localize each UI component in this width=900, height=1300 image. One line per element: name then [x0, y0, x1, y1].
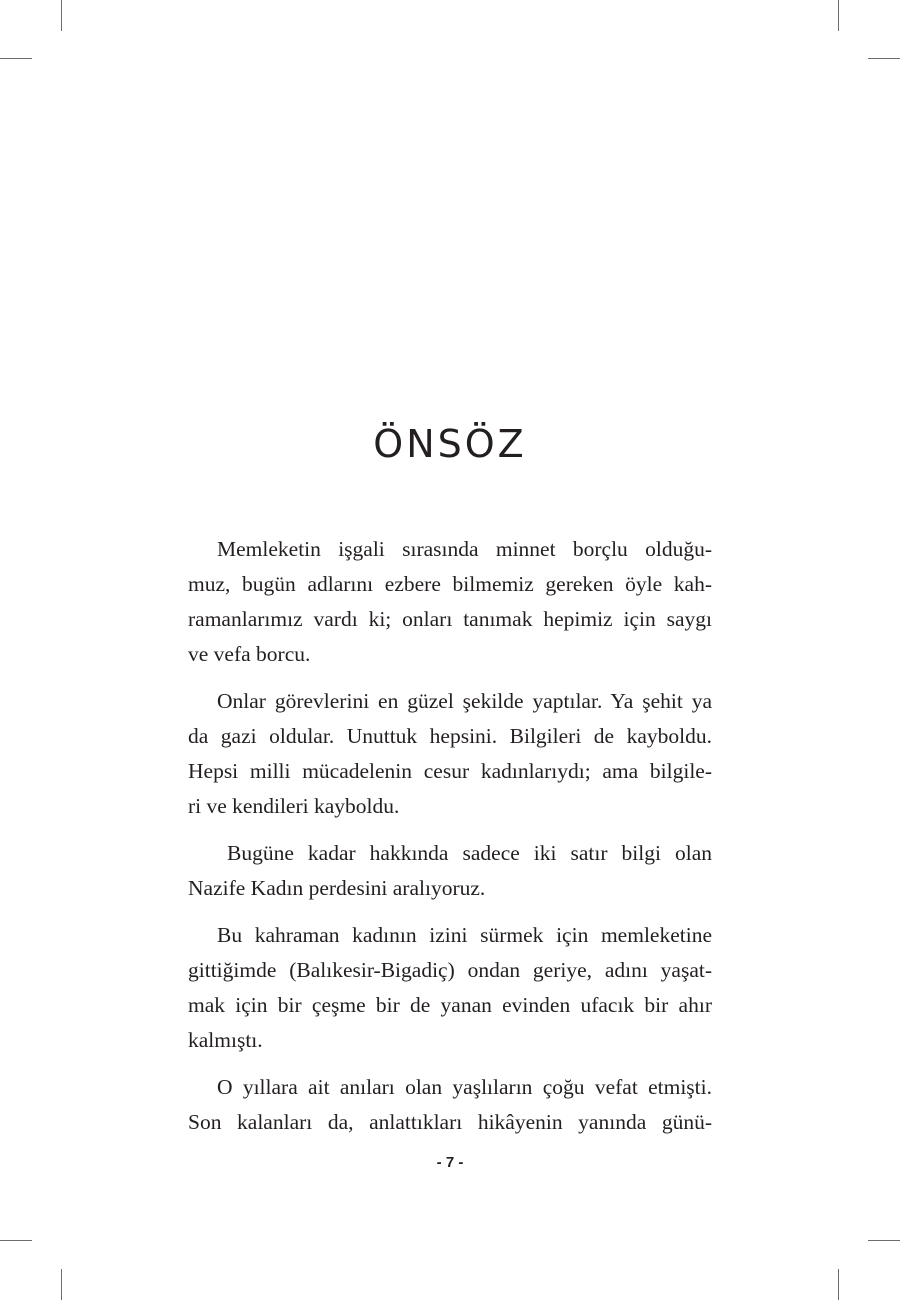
text-line: Nazife Kadın perdesini aralıyoruz.: [188, 876, 486, 900]
text-line: Bu kahraman kadının izini sürmek için memleketine: [217, 923, 712, 947]
text-line: gittiğimde (Balıkesir-Bigadiç) ondan geriye, adını yaşat-: [188, 958, 712, 982]
paragraph-5: [188, 1070, 712, 1140]
page-number: - 7 -: [436, 1154, 464, 1171]
crop-mark-right-bottom: [868, 1240, 900, 1241]
crop-mark-bottom-left: [61, 1269, 62, 1300]
text-line: Son kalanları da, anlattıkları hikâyenin yanında günü-: [188, 1110, 712, 1134]
text-line: muz, bugün adlarını ezbere bilmemiz gereken öyle kah-: [188, 572, 712, 596]
text-line: Bugüne kadar hakkında sadece iki satır bilgi olan: [227, 841, 712, 865]
text-line: ri ve kendileri kayboldu.: [188, 794, 400, 818]
paragraph-2: [188, 684, 712, 824]
page-title: ÖNSÖZ: [373, 422, 527, 466]
crop-mark-left-bottom: [0, 1240, 32, 1241]
body-text: [188, 532, 712, 1152]
crop-mark-top-left: [61, 0, 62, 31]
text-line: ve vefa borcu.: [188, 642, 311, 666]
crop-mark-right-top: [868, 58, 900, 59]
paragraph-3: [188, 836, 712, 906]
text-line: Onlar görevlerini en güzel şekilde yaptılar. Ya şehit ya: [217, 689, 712, 713]
text-line: mak için bir çeşme bir de yanan evinden ufacık bir ahır: [188, 993, 712, 1017]
crop-mark-left-top: [0, 58, 32, 59]
text-line: kalmıştı.: [188, 1028, 263, 1052]
text-line: ramanlarımız vardı ki; onları tanımak hepimiz için saygı: [188, 607, 712, 631]
paragraph-4: [188, 918, 712, 1058]
crop-mark-bottom-right: [838, 1269, 839, 1300]
text-line: O yıllara ait anıları olan yaşlıların çoğu vefat etmişti.: [217, 1075, 712, 1099]
text-line: Hepsi milli mücadelenin cesur kadınlarıydı; ama bilgile-: [188, 759, 712, 783]
text-line: Memleketin işgali sırasında minnet borçlu olduğu-: [217, 537, 712, 561]
paragraph-1: [188, 532, 712, 672]
crop-mark-top-right: [838, 0, 839, 31]
text-line: da gazi oldular. Unuttuk hepsini. Bilgileri de kayboldu.: [188, 724, 712, 748]
